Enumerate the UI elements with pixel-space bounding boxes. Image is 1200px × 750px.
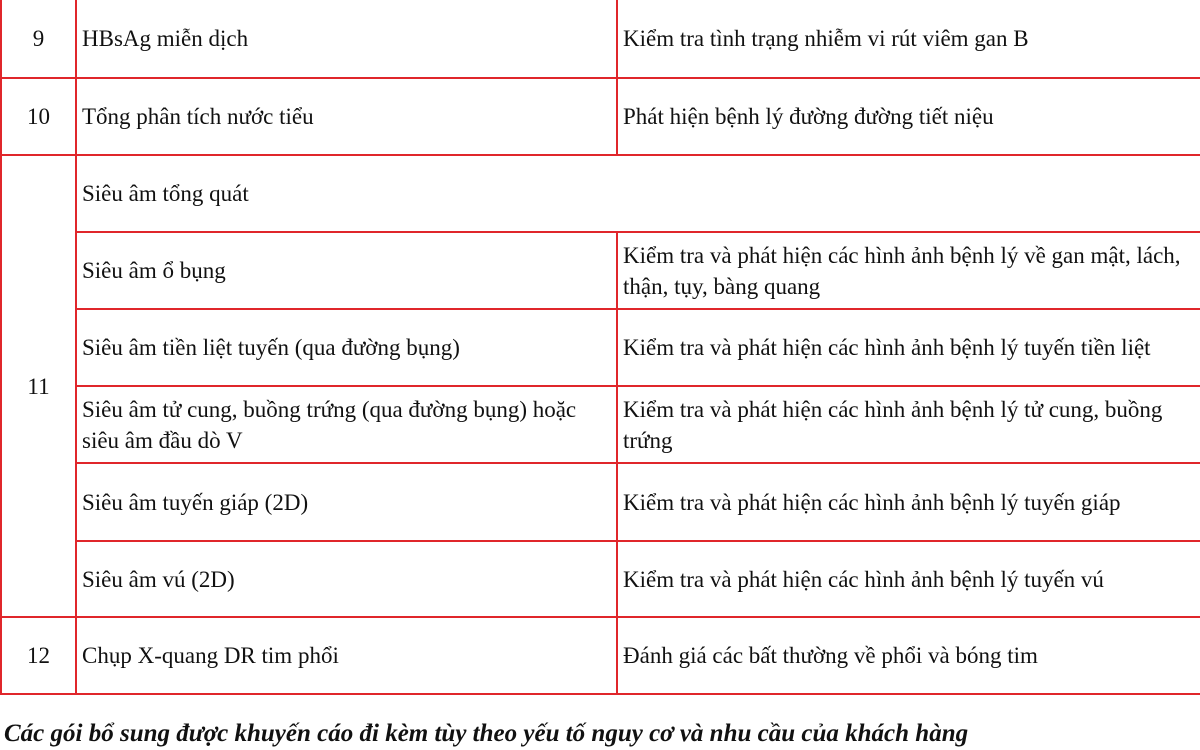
test-name: Siêu âm ổ bụng [76, 232, 617, 309]
test-purpose: Đánh giá các bất thường về phổi và bóng tim [617, 617, 1200, 694]
test-purpose: Kiểm tra và phát hiện các hình ảnh bệnh lý tuyến vú [617, 541, 1200, 617]
footer-note: Các gói bổ sung được khuyến cáo đi kèm tùy theo yếu tố nguy cơ và nhu cầu của khách hàng [4, 720, 969, 747]
table-row [1, 541, 1200, 617]
test-purpose: Kiểm tra tình trạng nhiễm vi rút viêm gan B [617, 0, 1200, 78]
test-name: Chụp X-quang DR tim phổi [76, 617, 617, 694]
table-row [1, 386, 1200, 463]
test-name: HBsAg miễn dịch [76, 0, 617, 78]
test-name: Tổng phân tích nước tiểu [76, 78, 617, 155]
test-purpose: Kiểm tra và phát hiện các hình ảnh bệnh lý tuyến giáp [617, 463, 1200, 541]
test-purpose: Kiểm tra và phát hiện các hình ảnh bệnh lý tuyến tiền liệt [617, 309, 1200, 386]
table-row [1, 78, 1200, 155]
test-purpose: Phát hiện bệnh lý đường đường tiết niệu [617, 78, 1200, 155]
test-purpose: Kiểm tra và phát hiện các hình ảnh bệnh lý về gan mật, lách, thận, tụy, bàng quang [617, 232, 1200, 309]
table-row [1, 0, 1200, 78]
table-row [1, 617, 1200, 694]
row-number: 11 [1, 155, 76, 617]
table-row [1, 155, 1200, 232]
table-row [1, 463, 1200, 541]
table-row [1, 309, 1200, 386]
row-number: 10 [1, 78, 76, 155]
table-row [1, 232, 1200, 309]
test-name: Siêu âm vú (2D) [76, 541, 617, 617]
test-name: Siêu âm tuyến giáp (2D) [76, 463, 617, 541]
row-number: 9 [1, 0, 76, 78]
group-heading: Siêu âm tổng quát [76, 155, 1200, 232]
row-number: 12 [1, 617, 76, 694]
test-name: Siêu âm tiền liệt tuyến (qua đường bụng) [76, 309, 617, 386]
test-name: Siêu âm tử cung, buồng trứng (qua đường bụng) hoặc siêu âm đầu dò V [76, 386, 617, 463]
test-purpose: Kiểm tra và phát hiện các hình ảnh bệnh lý tử cung, buồng trứng [617, 386, 1200, 463]
